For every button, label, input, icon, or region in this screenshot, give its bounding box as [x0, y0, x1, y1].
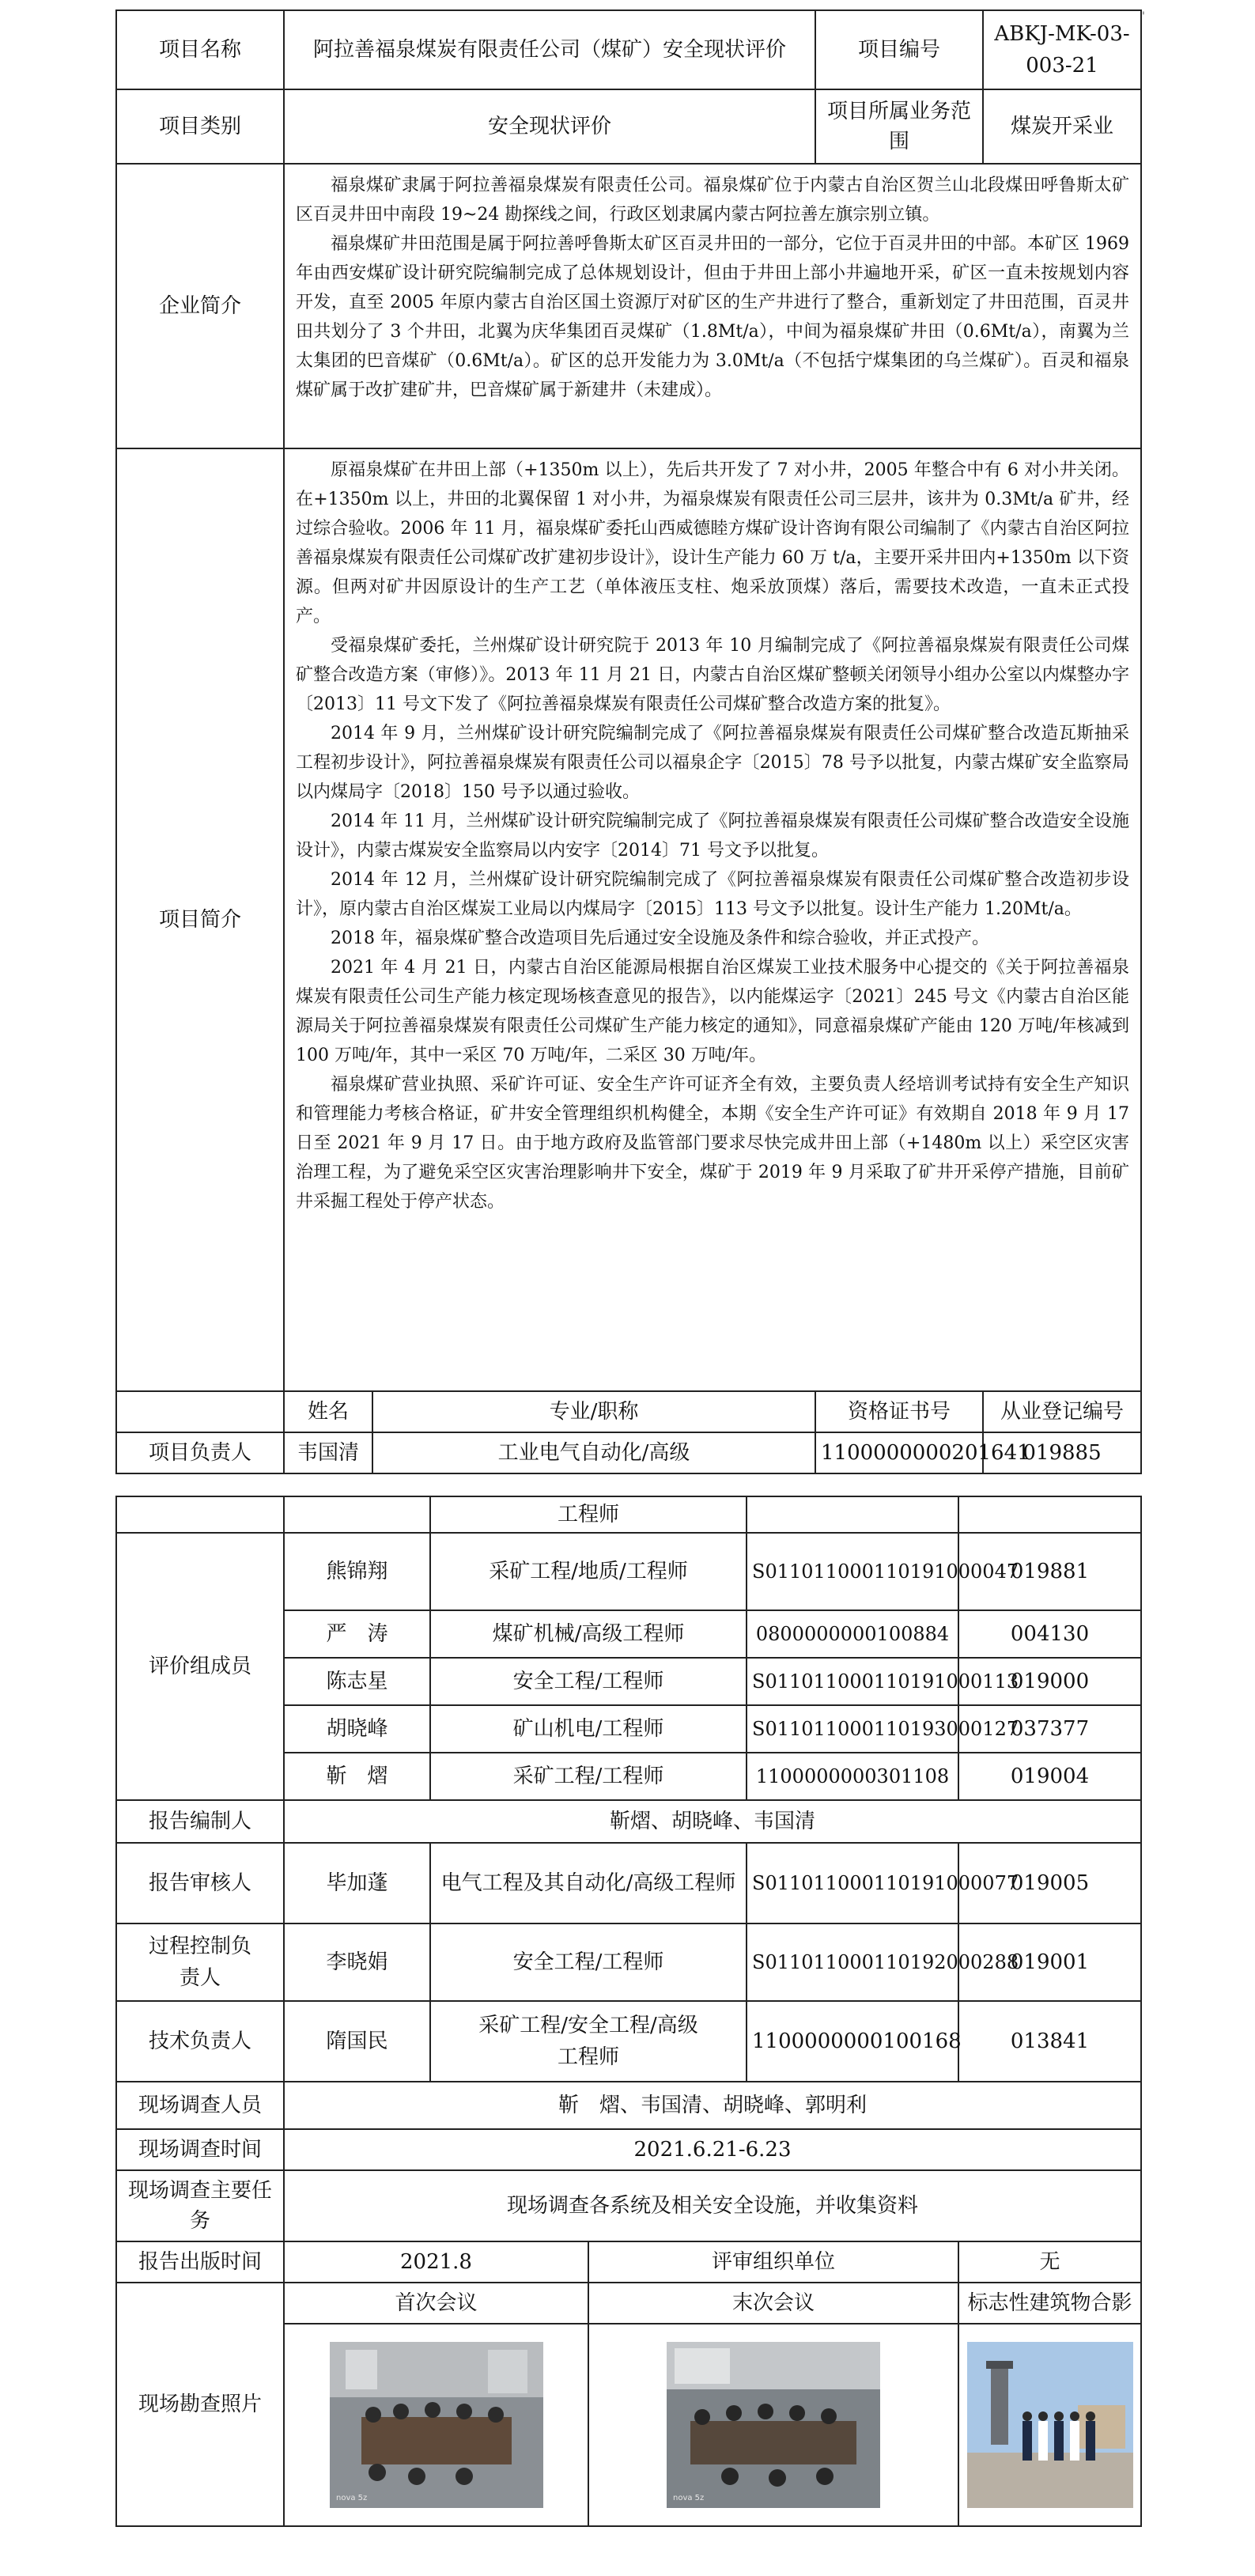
leader-title: 工业电气自动化/高级: [372, 1432, 815, 1473]
project-intro-paragraph: 2014 年 9 月，兰州煤矿设计研究院编制完成了《阿拉善福泉煤炭有限责任公司煤矿整合改造瓦斯抽采工程初步设计》，阿拉善福泉煤炭有限责任公司以福泉企字〔2015〕78 号予以批复，内蒙古煤矿安全监察局以内煤局字〔2018〕150 号予以通过验收。: [296, 724, 1130, 802]
reviewer-name: 毕加蓬: [284, 1843, 430, 1923]
project-intro-paragraph: 2014 年 11 月，兰州煤矿设计研究院编制完成了《阿拉善福泉煤炭有限责任公司煤矿整合改造安全设施设计》，内蒙古煤炭安全监察局以内安字〔2014〕71 号文予以批复。: [296, 811, 1130, 861]
project-intro-paragraph: 受福泉煤矿委托，兰州煤矿设计研究院于 2013 年 10 月编制完成了《阿拉善福泉煤炭有限责任公司煤矿整合改造方案（审修）》。2013 年 11 月 21 日，内蒙古自治区煤矿整顿关闭领导小组办公室以内煤整办字〔2013〕11 号文下发了《阿拉善福泉煤炭有限责任公司煤矿整合改造方案的批复》。: [296, 636, 1130, 714]
survey-people-value: 靳 熠、韦国清、胡晓峰、郭明利: [284, 2082, 1141, 2129]
project-intro-paragraph: 原福泉煤矿在井田上部（+1350m 以上），先后共开发了 7 对小井，2005 年整合中有 6 对小井关闭。在+1350m 以上，井田的北翼保留 1 对小井，为福泉煤炭有限责任公司三层井，该井为 0.3Mt/a 矿井，经过综合验收。2006 年 11 月，福泉煤矿委托山西威德睦方煤矿设计咨询有限公司编制了《内蒙古自治区阿拉善福泉煤炭有限责任公司煤矿改扩建初步设计》，设计生产能力 60 万 t/a，主要开采井田内+1350m 以下资源。但两对矿井因原设计的生产工艺（单体液压支柱、炮采放顶煤）落后，需要技术改造，一直未正式投产。: [296, 460, 1130, 626]
team-reg: 019000: [958, 1658, 1141, 1705]
last-meeting-photo: [667, 2342, 880, 2508]
photo-cell: [588, 2324, 958, 2526]
survey-time-value: 2021.6.21-6.23: [284, 2129, 1141, 2170]
company-intro-text: [284, 164, 1141, 448]
process-title: 安全工程/工程师: [430, 1923, 747, 2001]
header-name: 姓名: [284, 1391, 372, 1432]
project-intro-paragraph: 2018 年，福泉煤矿整合改造项目先后通过安全设施及条件和综合验收，并正式投产。: [331, 929, 989, 948]
photos-label: 现场勘查照片: [116, 2283, 284, 2526]
photo-cell: [284, 2324, 588, 2526]
team-name: 胡晓峰: [284, 1705, 430, 1753]
project-intro-label: 项目简介: [116, 448, 284, 1391]
publish-value: 2021.8: [284, 2241, 588, 2283]
team-cert: S011011000110191000113: [747, 1658, 958, 1705]
reviewer-title: 电气工程及其自动化/高级工程师: [430, 1843, 747, 1923]
survey-time-label: 现场调查时间: [116, 2129, 284, 2170]
first-meeting-photo: [330, 2342, 543, 2508]
team-name: 熊锦翔: [284, 1533, 430, 1610]
team-name: 陈志星: [284, 1658, 430, 1705]
review-org-value: 无: [958, 2241, 1141, 2283]
company-intro-paragraph: 福泉煤矿隶属于阿拉善福泉煤炭有限责任公司。福泉煤矿位于内蒙古自治区贺兰山北段煤田呼鲁斯太矿区百灵井田中南段 19~24 勘探线之间，行政区划隶属内蒙古阿拉善左旗宗别立镇。: [296, 176, 1130, 225]
team-reg: 019004: [958, 1753, 1141, 1800]
project-intro-text: [284, 448, 1141, 1391]
company-intro-label: 企业简介: [116, 164, 284, 448]
survey-people-label: 现场调查人员: [116, 2082, 284, 2129]
reviewer-label: 报告审核人: [116, 1843, 284, 1923]
tech-reg: 013841: [958, 2001, 1141, 2082]
survey-task-value: 现场调查各系统及相关安全设施，并收集资料: [284, 2170, 1141, 2241]
reviewer-reg: 019005: [958, 1843, 1141, 1923]
project-no-label: 项目编号: [815, 10, 983, 89]
project-intro-paragraph: 福泉煤矿营业执照、采矿许可证、安全生产许可证齐全有效，主要负责人经培训考试持有安全生产知识和管理能力考核合格证，矿井安全管理组织机构健全，本期《安全生产许可证》有效期自 2018 年 9 月 17 日至 2021 年 9 月 17 日。由于地方政府及监管部门要求尽快完成井田上部（+1480m 以上）采空区灾害治理工程，为了避免采空区灾害治理影响井下安全，煤矿于 2019 年 9 月采取了矿井开采停产措施，目前矿井采掘工程处于停产状态。: [296, 1075, 1130, 1212]
team-name: 靳 熠: [284, 1753, 430, 1800]
team-title: 煤矿机械/高级工程师: [430, 1610, 747, 1658]
header-cert: 资格证书号: [815, 1391, 983, 1432]
team-title: 采矿工程/工程师: [430, 1753, 747, 1800]
leader-name: 韦国清: [284, 1432, 372, 1473]
company-intro-paragraph: 福泉煤矿井田范围是属于阿拉善呼鲁斯太矿区百灵井田的一部分，它位于百灵井田的中部。本矿区 1969 年由西安煤矿设计研究院编制完成了总体规划设计，但由于井田上部小井遍地开采，矿区一直未按规划内容开发，直至 2005 年原内蒙古自治区国土资源厅对矿区的生产井进行了整合，重新划定了井田范围，百灵井田共划分了 3 个井田，北翼为庆华集团百灵煤矿（1.8Mt/a），中间为福泉煤矿井田（0.6Mt/a），南翼为兰太集团的巴音煤矿（0.6Mt/a）。矿区的总开发能力为 3.0Mt/a（不包括宁煤集团的乌兰煤矿）。百灵和福泉煤矿属于改扩建矿井，巴音煤矿属于新建井（未建成）。: [296, 234, 1130, 400]
team-cert: 1100000000301108: [747, 1753, 958, 1800]
tech-title: 采矿工程/安全工程/高级工程师: [430, 2001, 747, 2082]
reviewer-cert: S011011000110191000077: [747, 1843, 958, 1923]
team-title: 安全工程/工程师: [430, 1658, 747, 1705]
project-intro-paragraph: 2014 年 12 月，兰州煤矿设计研究院编制完成了《阿拉善福泉煤炭有限责任公司煤矿整合改造初步设计》，原内蒙古自治区煤炭工业局以内煤局字〔2015〕113 号文予以批复。设计生产能力 1.20Mt/a。: [296, 870, 1130, 919]
header-title: 专业/职称: [372, 1391, 815, 1432]
project-name-label: 项目名称: [116, 10, 284, 89]
project-intro-paragraph: 2021 年 4 月 21 日，内蒙古自治区能源局根据自治区煤炭工业技术服务中心提交的《关于阿拉善福泉煤炭有限责任公司生产能力核定现场核查意见的报告》，以内能煤运字〔2021〕245 号文《内蒙古自治区能源局关于阿拉善福泉煤炭有限责任公司煤矿生产能力核定的通知》，同意福泉煤矿产能由 120 万吨/年核减到 100 万吨/年，其中一采区 70 万吨/年，二采区 30 万吨/年。: [296, 958, 1130, 1065]
photo-caption-first-meeting: 首次会议: [284, 2283, 588, 2324]
photo-caption-landmark: 标志性建筑物合影: [958, 2283, 1141, 2324]
process-name: 李晓娟: [284, 1923, 430, 2001]
team-reg: 019881: [958, 1533, 1141, 1610]
team-label: 评价组成员: [116, 1533, 284, 1800]
photo-watermark: nova 5z: [335, 2494, 367, 2502]
leader-reg: 019885: [983, 1432, 1141, 1473]
header-reg: 从业登记编号: [983, 1391, 1141, 1432]
process-reg: 019001: [958, 1923, 1141, 2001]
team-title: 矿山机电/工程师: [430, 1705, 747, 1753]
tech-name: 隋国民: [284, 2001, 430, 2082]
photo-caption-last-meeting: 末次会议: [588, 2283, 958, 2324]
leader-cert: 1100000000201641: [815, 1432, 983, 1473]
process-label: 过程控制负责人: [116, 1923, 284, 2001]
project-info-table: [115, 9, 1142, 1474]
margin-mark: ': [1142, 10, 1145, 23]
photo-cell: [958, 2324, 1141, 2526]
tech-label: 技术负责人: [116, 2001, 284, 2082]
team-cert: S011011000110191000047: [747, 1533, 958, 1610]
personnel-table: [115, 1496, 1142, 2527]
leader-title-continued: 工程师: [430, 1496, 747, 1533]
team-reg: 004130: [958, 1610, 1141, 1658]
compiler-value: 靳熠、胡晓峰、韦国清: [284, 1800, 1141, 1843]
team-cert: S011011000110193000127: [747, 1705, 958, 1753]
business-scope-value: 煤炭开采业: [983, 89, 1141, 164]
business-scope-label: 项目所属业务范围: [815, 89, 983, 164]
publish-label: 报告出版时间: [116, 2241, 284, 2283]
landmark-group-photo: [967, 2342, 1133, 2508]
process-cert: S011011000110192000288: [747, 1923, 958, 2001]
photo-watermark: nova 5z: [673, 2494, 705, 2502]
compiler-label: 报告编制人: [116, 1800, 284, 1843]
leader-label: 项目负责人: [116, 1432, 284, 1473]
project-type-value: 安全现状评价: [284, 89, 815, 164]
review-org-label: 评审组织单位: [588, 2241, 958, 2283]
team-name: 严 涛: [284, 1610, 430, 1658]
tech-cert: 1100000000100168: [747, 2001, 958, 2082]
team-cert: 0800000000100884: [747, 1610, 958, 1658]
project-name-value: 阿拉善福泉煤炭有限责任公司（煤矿）安全现状评价: [284, 10, 815, 89]
team-reg: 037377: [958, 1705, 1141, 1753]
team-title: 采矿工程/地质/工程师: [430, 1533, 747, 1610]
project-type-label: 项目类别: [116, 89, 284, 164]
survey-task-label: 现场调查主要任务: [116, 2170, 284, 2241]
project-no-value: ABKJ-MK-03-003-21: [983, 10, 1141, 89]
